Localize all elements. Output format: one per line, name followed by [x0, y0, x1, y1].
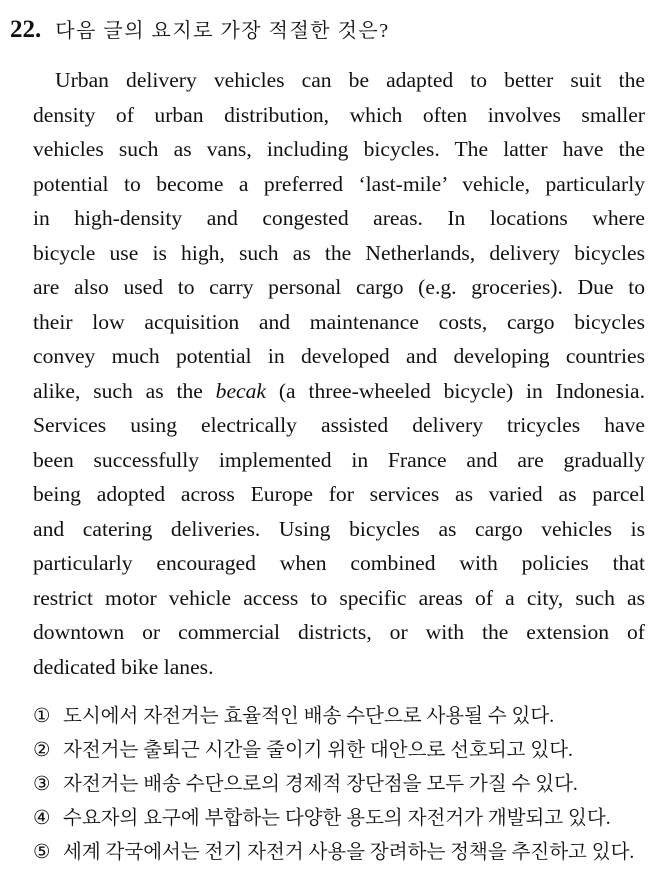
option-5[interactable] [33, 836, 648, 870]
option-text: 자전거는 출퇴근 시간을 줄이기 위한 대안으로 선호되고 있다. [63, 740, 573, 761]
passage [33, 63, 645, 684]
passage-line: in high-density and congested areas. In locations where [33, 206, 645, 230]
option-text: 수요자의 요구에 부합하는 다양한 용도의 자전거가 개발되고 있다. [63, 808, 611, 829]
passage-line: convey much potential in developed and developing countries [33, 344, 645, 368]
passage-text: (a three-wheeled bicycle) in Indonesia. [266, 378, 645, 403]
passage-line: downtown or commercial districts, or with the extension of [33, 620, 645, 644]
passage-line: restrict motor vehicle access to specific areas of a city, such as [33, 585, 645, 610]
passage-line: bicycle use is high, such as the Netherlands, delivery bicycles [33, 240, 645, 265]
passage-line: vehicles such as vans, including bicycles. The latter have the [33, 137, 645, 161]
passage-line: Services using electrically assisted delivery tricycles have [33, 413, 645, 437]
passage-line: their low acquisition and maintenance costs, cargo bicycles [33, 309, 645, 334]
option-2[interactable] [33, 734, 648, 768]
option-number: ① [33, 706, 51, 727]
passage-line: and catering deliveries. Using bicycles as cargo vehicles is [33, 516, 645, 541]
passage-line: potential to become a preferred ‘last-mile’ vehicle, particularly [33, 171, 645, 196]
question-number: 22. [10, 16, 42, 43]
passage-line: Urban delivery vehicles can be adapted to better suit the [55, 68, 645, 92]
option-4[interactable] [33, 802, 648, 836]
option-text: 도시에서 자전거는 효율적인 배송 수단으로 사용될 수 있다. [63, 706, 555, 727]
option-number: ④ [33, 808, 51, 829]
option-number: ⑤ [33, 842, 51, 863]
passage-line: density of urban distribution, which often involves smaller [33, 102, 645, 127]
option-1[interactable] [33, 700, 648, 734]
option-text: 자전거는 배송 수단으로의 경제적 장단점을 모두 가질 수 있다. [63, 774, 578, 795]
option-number: ③ [33, 774, 51, 795]
answer-options [33, 700, 648, 870]
passage-line: being adopted across Europe for services as varied as parcel [33, 482, 645, 506]
question-header [10, 14, 390, 44]
italic-term: becak [215, 378, 267, 403]
passage-line: dedicated bike lanes. [33, 654, 214, 679]
passage-line: been successfully implemented in France and are gradually [33, 447, 645, 472]
passage-line: are also used to carry personal cargo (e.g. groceries). Due to [33, 275, 645, 299]
option-number: ② [33, 740, 51, 761]
option-3[interactable] [33, 768, 648, 802]
question-prompt: 다음 글의 요지로 가장 적절한 것은? [55, 20, 390, 42]
option-text: 세계 각국에서는 전기 자전거 사용을 장려하는 정책을 추진하고 있다. [63, 842, 635, 863]
passage-line: particularly encouraged when combined with policies that [33, 551, 645, 575]
passage-line [33, 374, 645, 409]
passage-text: alike, such as the [33, 378, 216, 403]
